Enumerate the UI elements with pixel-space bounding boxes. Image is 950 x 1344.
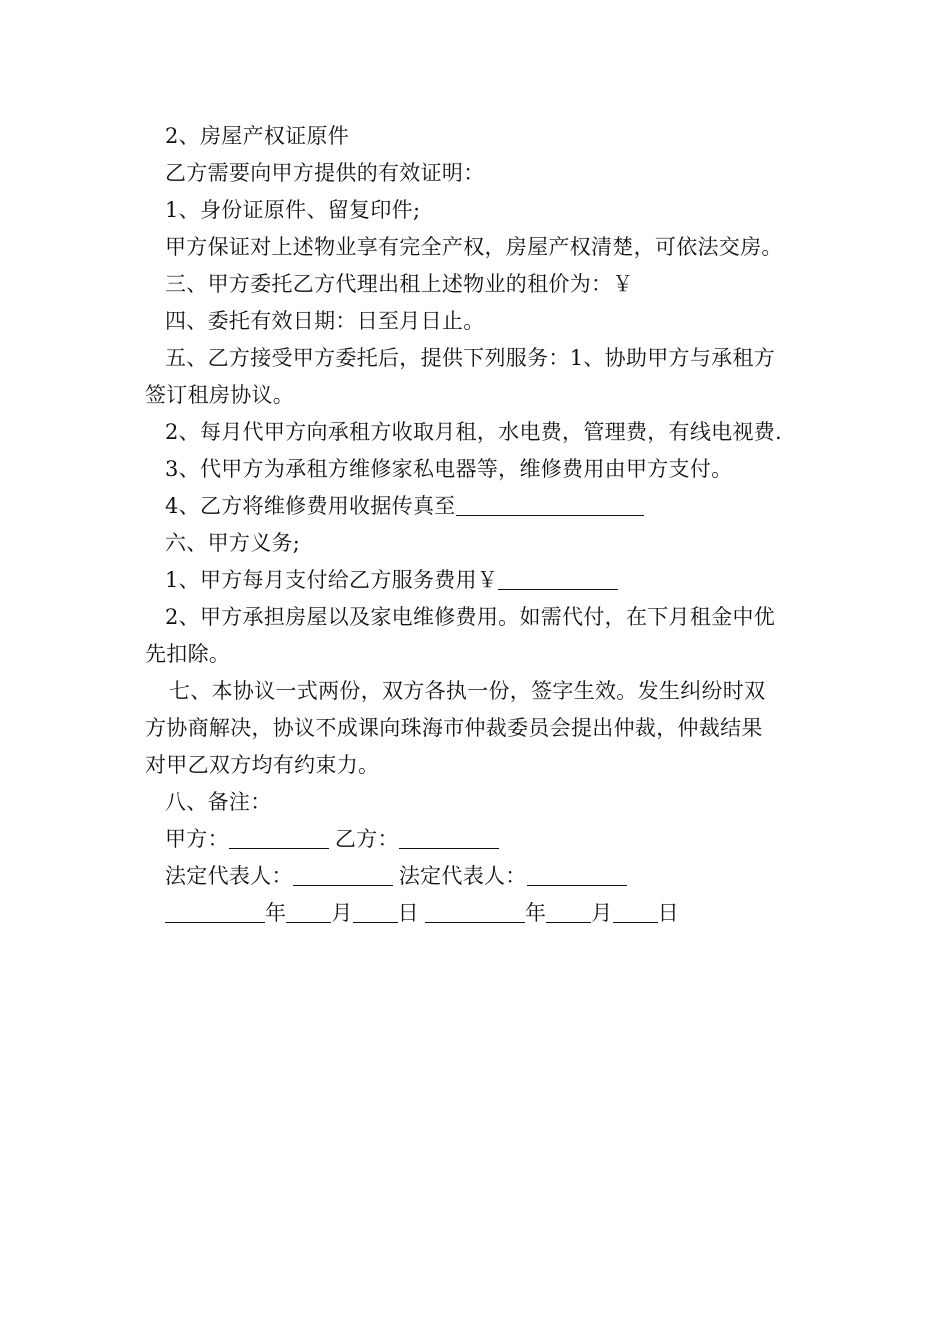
- remarks-title: 八、备注：: [165, 790, 272, 814]
- duty-title: 六、甲方义务;: [165, 531, 301, 555]
- date-line: [145, 895, 810, 932]
- month-blank-a: [286, 900, 331, 923]
- rep-a-label: 法定代表人：: [165, 864, 293, 888]
- party-signature-line: [145, 821, 810, 858]
- text-line: 甲方保证对上述物业享有完全产权，房屋产权清楚，可依法交房。: [165, 235, 783, 259]
- text-line: 方协商解决，协议不成课向珠海市仲裁委员会提出仲裁，仲裁结果: [145, 716, 763, 740]
- party-b-label: 乙方：: [334, 827, 399, 851]
- party-a-blank: [229, 826, 329, 849]
- text-line: 七、本协议一式两份，双方各执一份，签字生效。发生纠纷时双: [169, 679, 766, 703]
- party-b-blank: [399, 826, 499, 849]
- text-line: 乙方需要向甲方提供的有效证明：: [165, 161, 485, 185]
- text-line: 2、房屋产权证原件: [165, 124, 350, 148]
- year-label-b: 年: [524, 901, 547, 925]
- month-label-b: 月: [591, 901, 613, 925]
- year-blank-b: [425, 900, 525, 923]
- text-line: 2、甲方承担房屋以及家电维修费用。如需代付，在下月租金中优: [165, 605, 776, 629]
- month-label-a: 月: [331, 901, 353, 925]
- month-blank-b: [546, 900, 591, 923]
- text-line: 3、代甲方为承租方维修家私电器等，维修费用由甲方支付。: [165, 457, 733, 481]
- year-label-a: 年: [265, 901, 287, 925]
- rep-b-blank: [527, 863, 627, 886]
- fax-line: [145, 488, 810, 525]
- fee-amount-blank: [498, 567, 618, 590]
- fax-line-text: 4、乙方将维修费用收据传真至: [165, 494, 456, 518]
- party-a-label: 甲方：: [165, 827, 229, 851]
- rep-a-blank: [293, 863, 393, 886]
- text-line: 对甲乙双方均有约束力。: [145, 753, 380, 777]
- text-line: 2、每月代甲方向承租方收取月租，水电费，管理费，有线电视费.: [165, 420, 783, 444]
- day-label-b: 日: [657, 901, 679, 925]
- text-line: 签订租房协议。: [145, 383, 295, 407]
- representative-line: [145, 858, 810, 895]
- text-line: 先扣除。: [145, 642, 231, 666]
- fee-line-text: 1、甲方每月支付给乙方服务费用￥: [165, 568, 499, 592]
- rep-b-label: 法定代表人：: [398, 864, 527, 888]
- document-body: [145, 118, 810, 932]
- text-line: 四、委托有效日期：日至月日止。: [165, 309, 485, 333]
- day-blank-b: [613, 900, 658, 923]
- year-blank-a: [165, 900, 265, 923]
- fee-line: [145, 562, 810, 599]
- day-blank-a: [353, 900, 398, 923]
- fax-number-blank: [456, 493, 644, 516]
- text-line: 三、甲方委托乙方代理出租上述物业的租价为：￥: [165, 272, 634, 296]
- text-line: 1、身份证原件、留复印件;: [165, 198, 421, 222]
- day-label-a: 日: [397, 901, 419, 925]
- text-line: 五、乙方接受甲方委托后，提供下列服务：1、协助甲方与承租方: [165, 346, 776, 370]
